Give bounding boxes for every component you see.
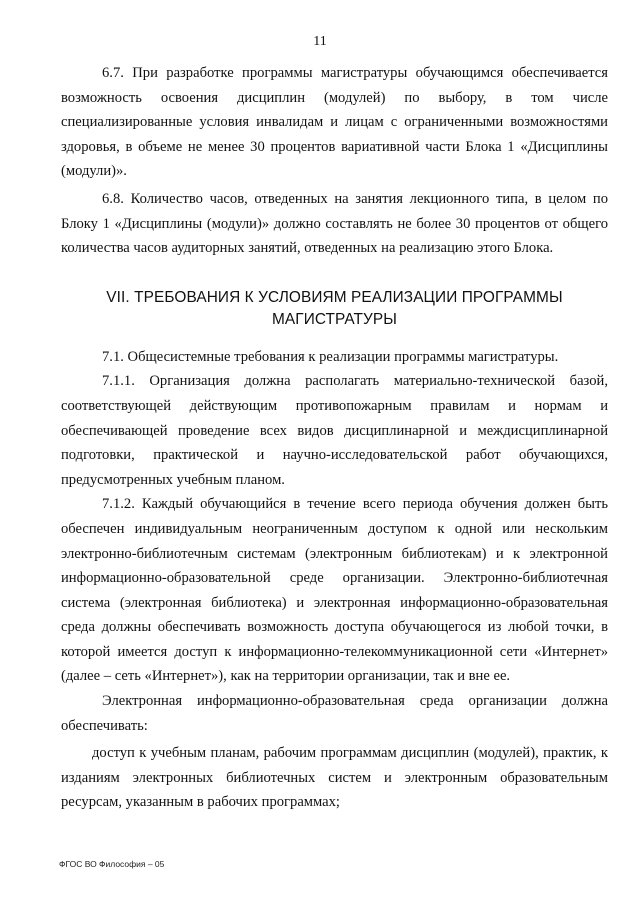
paragraph-6-7: 6.7. При разработке программы магистратуры обучающимся обеспечивается возможность освоения дисциплин (модулей) по выбору, в том числе специализированные условия инвалидам и лицам с ограниченными возможностями здоровья, в объеме не менее 30 процентов вариативной части Блока 1 «Дисциплины (модули)». (61, 65, 608, 180)
paragraph-eios: Электронная информационно-образовательная среда организации должна обеспечивать: (61, 693, 608, 734)
paragraph-6-8: 6.8. Количество часов, отведенных на занятия лекционного типа, в целом по Блоку 1 «Дисциплины (модули)» должно составлять не более 30 процентов от общего количества часов аудиторных занятий, отведенных на реализацию этого Блока. (61, 190, 608, 257)
paragraph-7-1-1: 7.1.1. Организация должна располагать материально-технической базой, соответствующей действующим противопожарным правилам и нормам и обеспечивающей проведение всех видов дисциплинарной и междисциплинарной подготовки, практической и научно-исследовательской работ обучающихся, предусмотренных учебным планом. (61, 373, 608, 488)
page-number: 11 (313, 34, 327, 49)
section-heading: VII. ТРЕБОВАНИЯ К УСЛОВИЯМ РЕАЛИЗАЦИИ ПРОГРАММЫ МАГИСТРАТУРЫ (106, 288, 563, 328)
list-item-access: доступ к учебным планам, рабочим программам дисциплин (модулей), практик, к изданиям электронных библиотечных систем и электронным образовательным ресурсам, указанным в рабочих программах; (61, 745, 608, 811)
document-body (61, 61, 608, 815)
footer-label: ФГОС ВО Философия – 05 (59, 859, 165, 869)
paragraph-7-1-2: 7.1.2. Каждый обучающийся в течение всего периода обучения должен быть обеспечен индивидуальным неограниченным доступом к одной или нескольким электронно-библиотечным системам (электронным библиотекам) и к электронной информационно-образовательной среде организации. Электронно-библиотечная система (электронная библиотека) и электронная информационно-образовательная среда должны обеспечивать возможность доступа обучающегося из любой точки, в которой имеется доступ к информационно-телекоммуникационной сети «Интернет» (далее – сеть «Интернет»), как на территории организации, так и вне ее. (61, 496, 608, 685)
paragraph-7-1: 7.1. Общесистемные требования к реализации программы магистратуры. (102, 348, 559, 365)
